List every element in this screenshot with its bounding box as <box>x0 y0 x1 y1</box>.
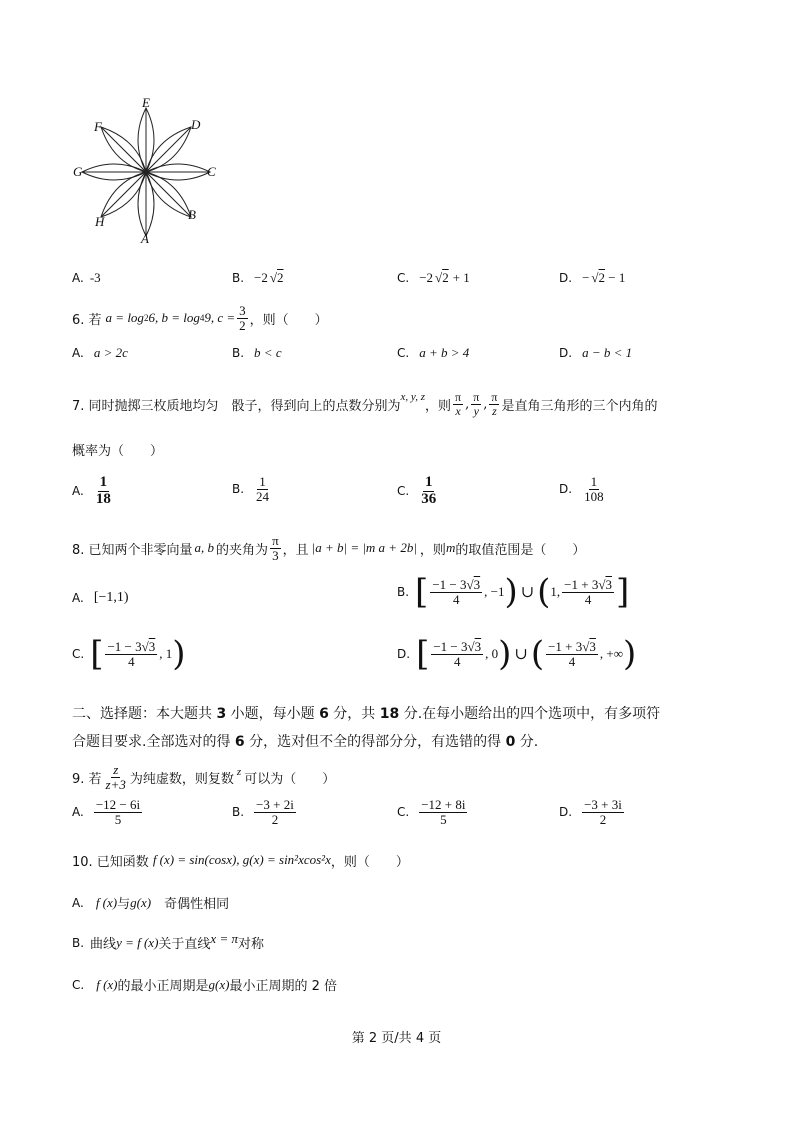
label-e: E <box>142 95 150 110</box>
option-value: − <box>582 270 590 285</box>
question-number: 6. 若 <box>72 312 102 328</box>
q7-option-d: D. $\frac{1}{108}$ <box>559 474 604 504</box>
q7-stem: 7. 同时抛掷三枚质地均匀 骰子，得到向上的点数分别为 x, y, z ，则 $\frac{\pi}{x}$ , $\frac{\pi}{y}$ , $\frac{\pi}{z}$ 是直角三角形的三个内角的 <box>72 389 658 418</box>
q6-options <box>72 345 722 365</box>
q6-option-d: D. a − b < 1 <box>559 345 633 360</box>
flower-diagram <box>70 95 230 245</box>
q7-stem-line2: 概率为（ ） <box>72 444 164 459</box>
q9-option-c: C. $\frac{-12 + 8i}{5}$ <box>397 797 466 827</box>
label-c: C <box>207 164 216 179</box>
q6-option-c: C. a + b > 4 <box>397 345 470 360</box>
q5-option-c: C. −2 √2 + 1 <box>397 270 470 285</box>
flower-figure <box>70 95 230 245</box>
label-d: D <box>191 117 201 132</box>
q9-option-d: D. $\frac{-3 + 3i}{2}$ <box>559 797 622 827</box>
q10-option-a: A. f (x) 与 g(x) 奇偶性相同 <box>72 894 230 912</box>
q6-option-b: B. b < c <box>232 345 282 360</box>
option-label: C. <box>397 271 410 285</box>
q9-option-b: B. $\frac{-3 + 2i}{2}$ <box>232 797 294 827</box>
option-value: -3 <box>89 270 101 285</box>
q5-option-b: B. −2 √2 <box>232 270 284 285</box>
q10-option-b: B. 曲线 y = f (x) 关于直线 x = π 对称 <box>72 930 264 952</box>
q5-option-d: D. − √2 − 1 <box>559 270 626 285</box>
q10-stem: 10. 已知函数 f (x) = sin(cosx), g(x) = sin²xcos²x ，则（ ） <box>72 852 409 870</box>
page-footer: 第 2 页/共 4 页 <box>351 1031 442 1046</box>
option-value: −2 <box>254 270 268 285</box>
fraction: $\frac{3}{2}$ <box>239 302 246 333</box>
q9-stem: 9. 若 $\frac{z}{z+3}$ 为纯虚数，则复数 z 可以为（ ） <box>72 761 336 792</box>
option-label: D. <box>559 271 573 285</box>
q8-option-b: B. [ $\frac{-1 - 3√3}{4}$ , −1 ) ∪ ( 1, $\frac{-1 + 3√3}{4}$ ] <box>397 572 630 612</box>
q9-options <box>72 798 722 838</box>
q10-option-c: C. f (x) 的最小正周期是 g(x) 最小正周期的 2 倍 <box>72 976 337 994</box>
section-two-heading: 二、选择题：本大题共 3 小题，每小题 6 分，共 18 分.在每小题给出的四个选项中，有多项符 合题目要求.全部选对的得 6 分，选对但不全的得部分分，有选错的得 0 分. <box>72 706 661 750</box>
q7-option-b: B. $\frac{1}{24}$ <box>232 474 270 504</box>
label-g: G <box>73 164 83 179</box>
q5-options <box>72 268 722 288</box>
option-label: A. <box>72 271 84 285</box>
q9-option-a: A. $\frac{-12 - 6i}{5}$ <box>72 797 141 827</box>
label-b: B <box>188 207 196 222</box>
q6-stem: 6. 若 a = log 2 6, b = log 4 9, c = $\frac{3}{2}$ ，则（ ） <box>72 302 328 333</box>
q7-options <box>72 475 722 515</box>
q7-option-c: C. $\frac{1}{36}$ <box>397 474 437 507</box>
label-h: H <box>95 214 105 229</box>
label-f: F <box>94 119 102 134</box>
q5-option-a <box>72 270 101 286</box>
q8-option-a: A. [−1,1) <box>72 590 129 605</box>
option-value: −2 <box>419 270 434 285</box>
option-label: B. <box>232 271 245 285</box>
q8-option-c: C. [ $\frac{-1 - 3√3}{4}$ , 1 ) <box>72 634 186 674</box>
q7-option-a: A. $\frac{1}{18}$ <box>72 474 111 507</box>
q8-stem: 8. 已知两个非零向量 a, b 的夹角为 $\frac{\pi}{3}$ ，且 |a + b| = |m a + 2b| ，则 m 的取值范围是（ ） <box>72 532 586 563</box>
q6-option-a: A. a > 2c <box>72 345 128 360</box>
q8-option-d: D. [ $\frac{-1 - 3√3}{4}$ , 0 ) ∪ ( $\frac{-1 + 3√3}{4}$ , +∞ ) <box>397 634 637 674</box>
label-a: A <box>141 231 149 245</box>
